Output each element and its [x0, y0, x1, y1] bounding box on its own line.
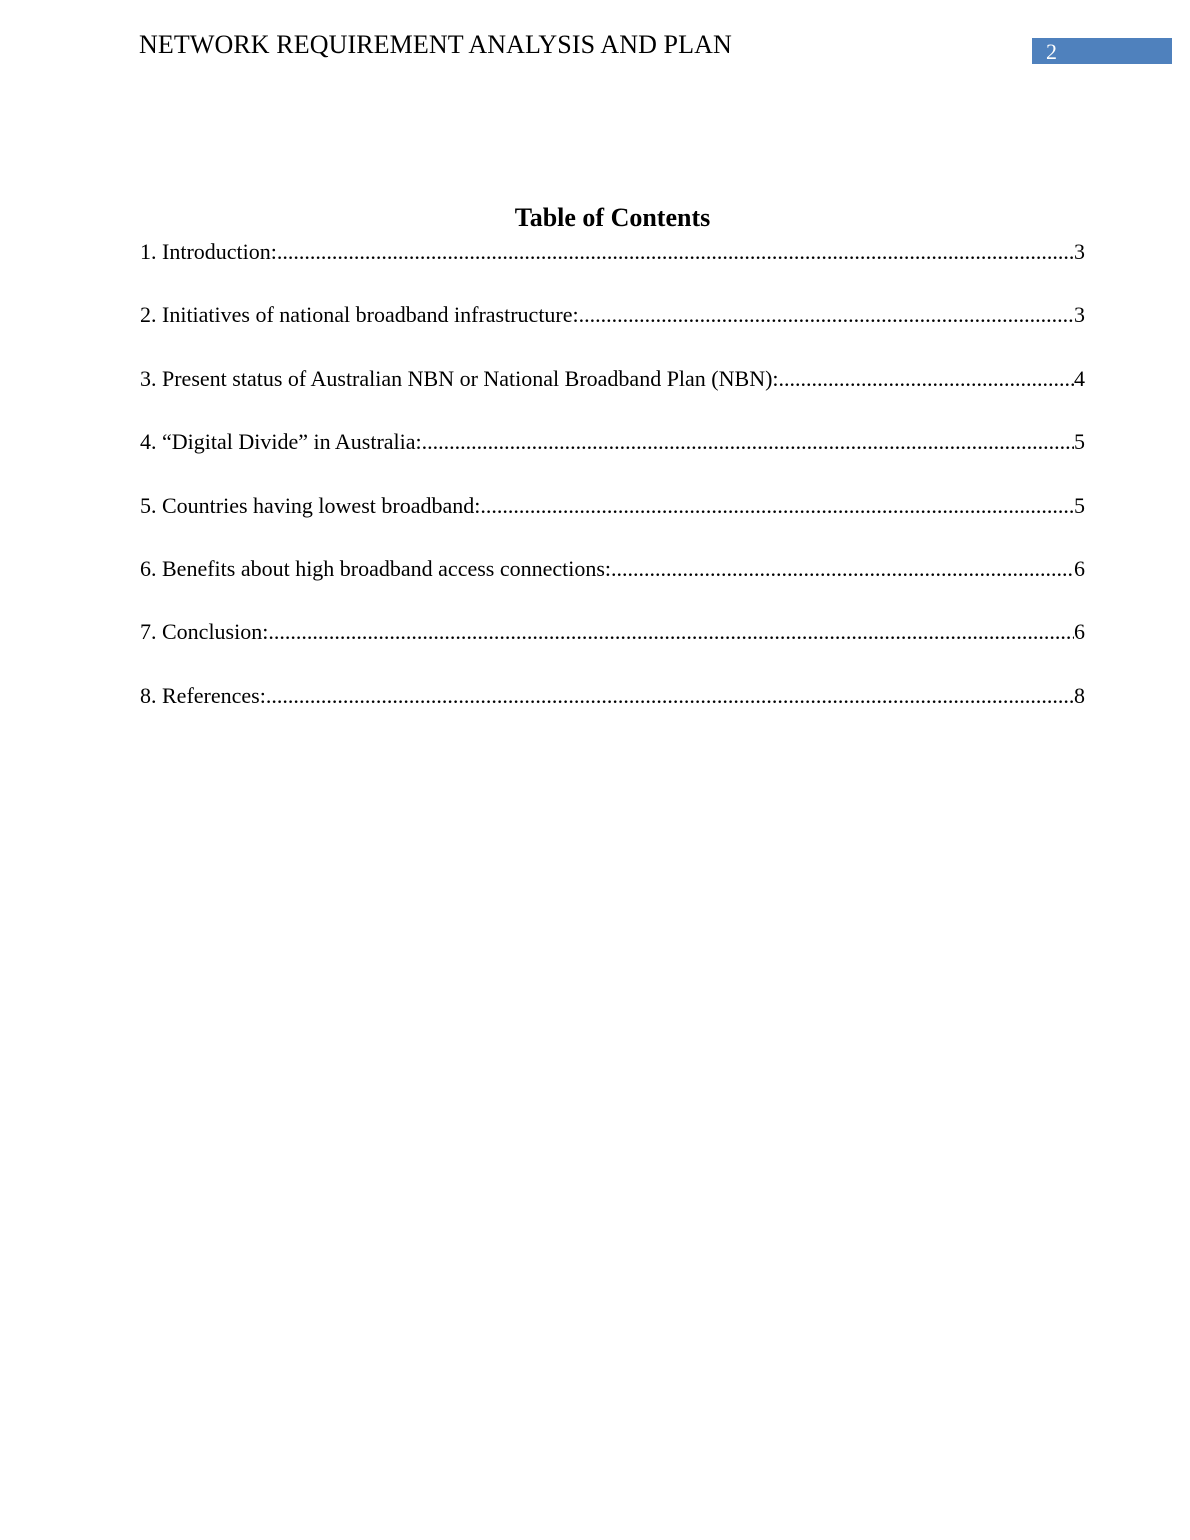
toc-entry-label: 8. References: [140, 682, 266, 708]
toc-dot-leader [611, 555, 1074, 583]
toc-entry-conclusion[interactable] [140, 618, 1085, 681]
toc-entry-benefits[interactable] [140, 555, 1085, 618]
toc-dot-leader [779, 365, 1074, 393]
toc-dot-leader [268, 618, 1074, 646]
page-number-badge [1032, 38, 1172, 64]
toc-title: Table of Contents [514, 203, 711, 232]
toc-entry-present-status[interactable] [140, 365, 1085, 428]
toc-entry-label: 2. Initiatives of national broadband infrastructure: [140, 302, 579, 328]
toc-entry-page: 6 [1074, 619, 1085, 645]
toc-entry-label: 3. Present status of Australian NBN or National Broadband Plan (NBN): [140, 365, 779, 391]
toc-entry-introduction[interactable] [140, 238, 1085, 301]
page-number: 2 [1046, 39, 1057, 64]
toc-entry-digital-divide[interactable] [140, 428, 1085, 491]
toc-entry-page: 3 [1074, 239, 1085, 264]
toc-entry-label: 4. “Digital Divide” in Australia: [140, 429, 422, 455]
toc-dot-leader [422, 428, 1074, 456]
toc-entry-label: 5. Countries having lowest broadband: [140, 492, 481, 518]
toc-entry-references[interactable] [140, 682, 1085, 745]
toc-dot-leader [579, 301, 1074, 329]
toc-entry-label: 6. Benefits about high broadband access connections: [140, 555, 612, 581]
toc-entry-page: 5 [1074, 492, 1085, 518]
toc-entry-label: 7. Conclusion: [140, 619, 269, 645]
toc-entry-page: 3 [1074, 302, 1085, 328]
toc-entry-label: 1. Introduction: [140, 239, 277, 264]
toc-entry-countries[interactable] [140, 492, 1085, 555]
toc-dot-leader [480, 492, 1074, 520]
toc-dot-leader [277, 238, 1074, 266]
toc-entry-page: 4 [1074, 365, 1085, 391]
toc-entry-page: 5 [1074, 429, 1085, 455]
running-head: NETWORK REQUIREMENT ANALYSIS AND PLAN [139, 30, 732, 59]
toc-entry-page: 6 [1074, 555, 1085, 581]
toc-entry-initiatives[interactable] [140, 301, 1085, 364]
toc-dot-leader [266, 682, 1074, 710]
toc-entry-page: 8 [1074, 682, 1085, 708]
toc-list [140, 238, 1085, 745]
